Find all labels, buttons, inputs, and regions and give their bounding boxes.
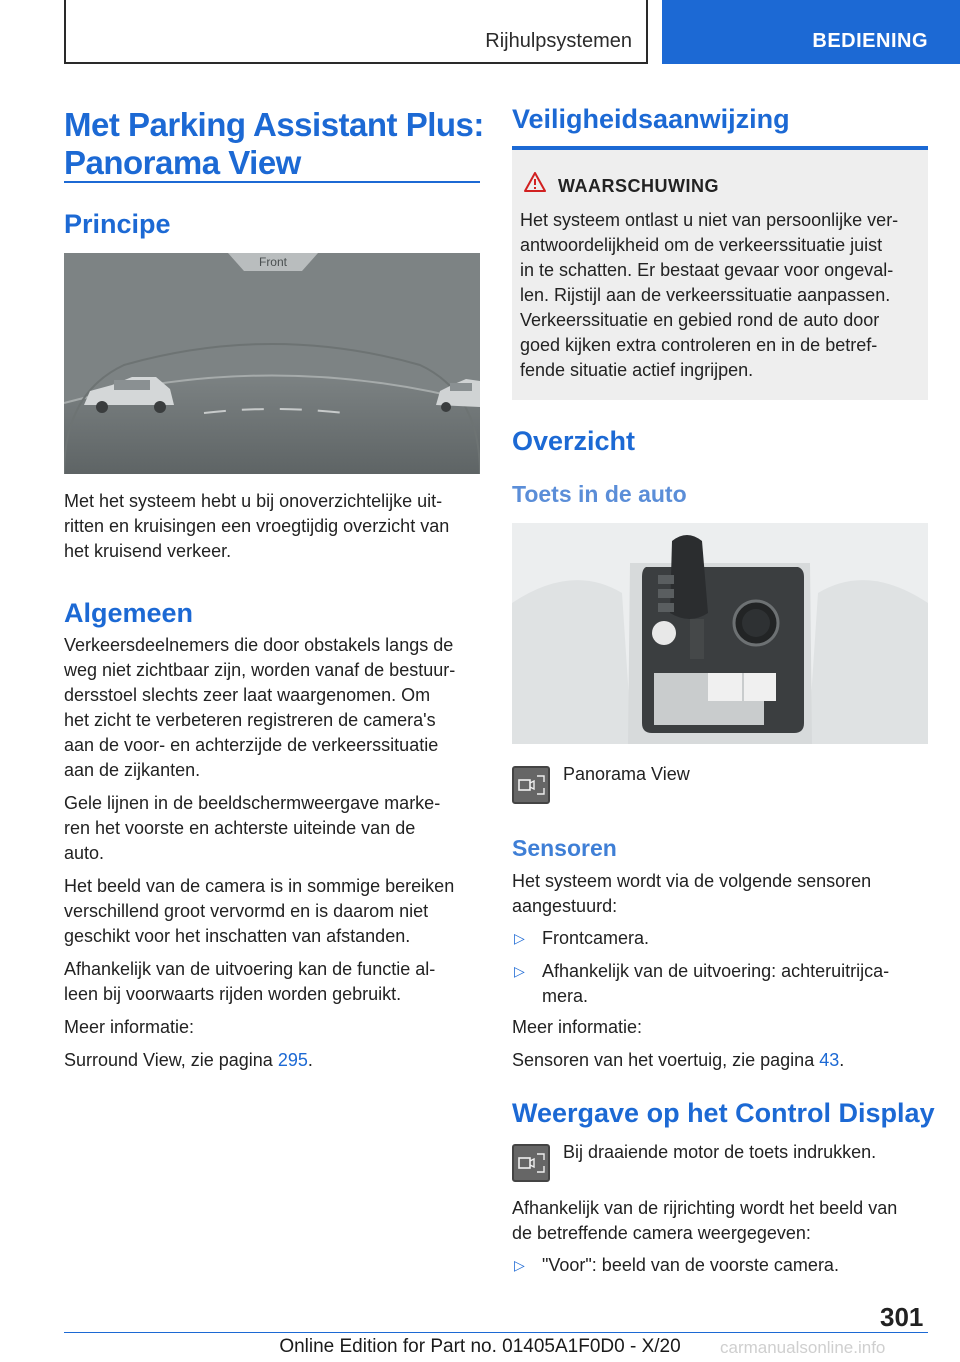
- center-console-image: [512, 523, 928, 744]
- list-item: ▷ Frontcamera.: [512, 926, 932, 951]
- cross-reference: Sensoren van het voertuig, zie pagina 43.: [512, 1050, 845, 1070]
- sensoren-text: Het systeem wordt via de volgende sensoren aangestuurd:: [512, 871, 872, 916]
- header-section-box: [64, 0, 648, 64]
- more-info-label: Meer informatie:: [512, 1017, 643, 1037]
- more-info-label: Meer informatie:: [64, 1017, 195, 1037]
- triangle-bullet-icon: ▷: [514, 963, 525, 979]
- algemeen-paragraph-3: Het beeld van de camera is in sommige bereiken verschillend groot vervormd en is daarom niet geschikt voor het inschatten van afstanden.: [64, 876, 455, 946]
- sensoren-reference: [512, 1015, 932, 1073]
- warning-box: [512, 146, 928, 400]
- button-caption: Panorama View: [563, 764, 690, 784]
- header-chapter-title: BEDIENING: [812, 30, 928, 52]
- warning-triangle-icon: [524, 172, 546, 197]
- page-link-43[interactable]: 43: [819, 1050, 840, 1070]
- footer-edition: Online Edition for Part no. 01405A1F0D0 - X/20: [279, 1336, 681, 1357]
- header-section-title: Rijhulpsystemen: [485, 30, 632, 52]
- safety-heading: Veiligheidsaanwijzing: [512, 104, 790, 134]
- footer-rule: [64, 1332, 928, 1333]
- title-rule: [64, 181, 480, 183]
- header-chapter-tab: [662, 0, 960, 64]
- display-heading: Weergave op het Control Display: [512, 1098, 935, 1128]
- cross-reference: Surround View, zie pagina 295.: [64, 1050, 313, 1070]
- direction-list: [512, 1253, 932, 1286]
- warning-title: WAARSCHUWING: [558, 176, 719, 196]
- warning-text: Het systeem ontlast u niet van persoonlijke ver- antwoordelijkheid om de verkeerssituatie juist in te schatten. Er bestaat gevaar voor ongeval- len. Rijstijl aan de verkeerssituatie aanpassen. Verkeerssituatie en gebied rond de auto door goed kijken extra controleren en in de betref- fende situatie actief ingrijpen.: [520, 210, 899, 380]
- triangle-bullet-icon: ▷: [514, 930, 525, 946]
- algemeen-text: [64, 633, 484, 1073]
- toets-heading: Toets in de auto: [512, 481, 687, 507]
- display-step: Bij draaiende motor de toets indrukken.: [563, 1142, 877, 1162]
- page-number: 301: [880, 1302, 924, 1332]
- sensor-list: [512, 926, 932, 1017]
- list-item: ▷ "Voor": beeld van de voorste camera.: [512, 1253, 932, 1278]
- panorama-view-camera-icon[interactable]: [512, 766, 550, 804]
- panorama-view-camera-icon[interactable]: [512, 1144, 550, 1182]
- sensoren-heading: Sensoren: [512, 835, 617, 861]
- triangle-bullet-icon: ▷: [514, 1257, 525, 1273]
- direction-text: Afhankelijk van de rijrichting wordt het beeld van de betreffende camera weergegeven:: [512, 1198, 898, 1243]
- principe-text: Met het systeem hebt u bij onoverzichtelijke uit- ritten en kruisingen een vroegtijdig overzicht van het kruisend verkeer.: [64, 491, 450, 561]
- page-title: Met Parking Assistant Plus: Panorama View: [64, 106, 484, 181]
- list-item: ▷ Afhankelijk van de uitvoering: achteruitrijca- mera.: [514, 961, 890, 1006]
- camera-front-label: Front: [258, 255, 288, 269]
- watermark: carmanualsonline.info: [720, 1338, 886, 1357]
- page-link-295[interactable]: 295: [277, 1050, 308, 1070]
- overzicht-heading: Overzicht: [512, 426, 636, 456]
- principe-heading: Principe: [64, 209, 171, 239]
- algemeen-paragraph-4: Afhankelijk van de uitvoering kan de functie al- leen bij voorwaarts rijden worden gebruikt.: [64, 959, 436, 1004]
- panorama-camera-image: [64, 253, 480, 474]
- algemeen-paragraph-2: Gele lijnen in de beeldschermweergave marke- ren het voorste en achterste uiteinde van de auto.: [64, 793, 441, 863]
- algemeen-heading: Algemeen: [64, 598, 194, 628]
- algemeen-paragraph-1: Verkeersdeelnemers die door obstakels langs de weg niet zichtbaar zijn, worden vanaf de bestuur- dersstoel slechts zeer laat waargenomen. Om het zicht te verbeteren registreren de camera's aan de voor- en achterzijde de verkeerssituatie aan de zijkanten.: [64, 635, 456, 780]
